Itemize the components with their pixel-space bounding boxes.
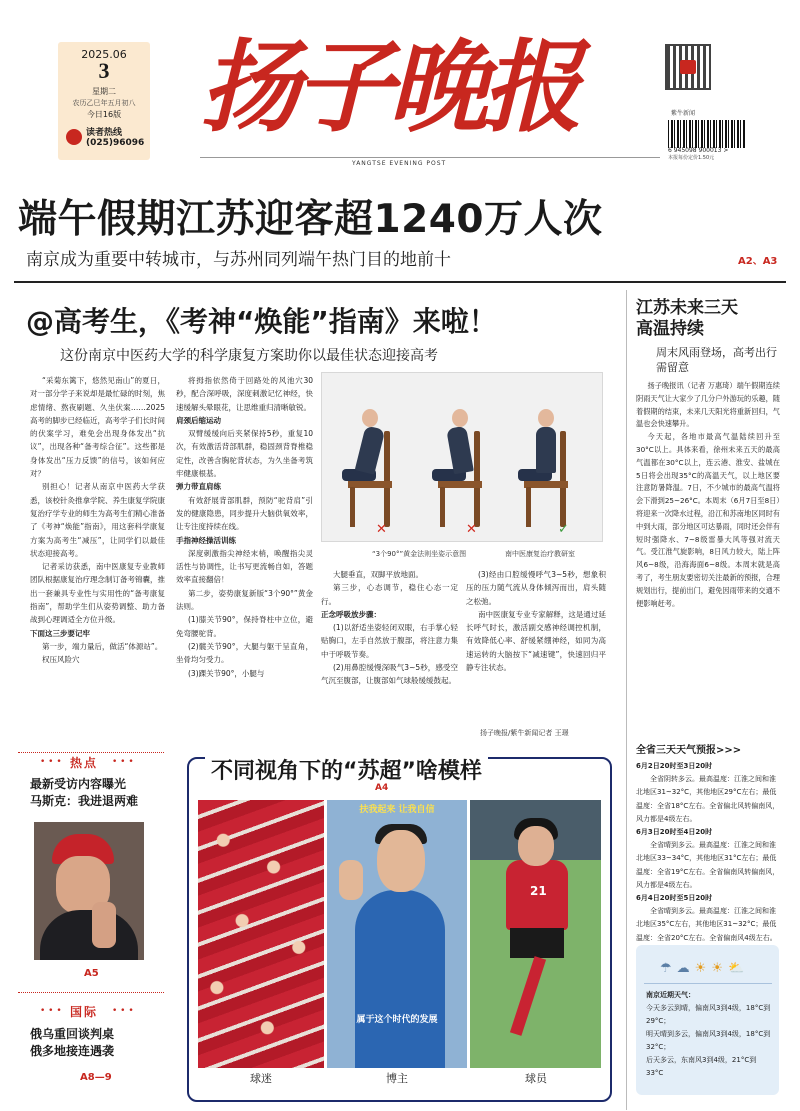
posture-figure-wrong-2 [432,409,504,529]
story-paragraph: (2)髋关节90°，大腿与躯干呈直角，坐骨均匀受力。 [176,641,313,665]
nanjing-weather-today: 今天多云到晴，偏南风3到4级，18°C到29°C； [646,1004,771,1025]
story-subheading: 正念呼吸放步骤： [321,609,381,619]
story-paragraph: (1)膝关节90°，保持脊柱中立位，避免弯腰驼背。 [176,615,313,638]
qr-logo-icon [680,60,696,74]
story-paragraph: 大腿垂直，双脚平放地面。 [333,570,423,579]
forecast-text: 全省晴到多云。最高温度：江淮之间和淮北地区35°C左右，其他地区31~32°C；最低温度：全省20°C左右。全省偏南风4级左右。 [636,907,777,942]
teaser-rule [18,992,164,993]
weather-body [636,380,780,735]
story-paragraph: 权压风险穴 [42,655,80,665]
teaser-photo [34,822,144,960]
story-column-4 [466,568,606,726]
weather-title-line2: 高温持续 [636,319,704,339]
photo-credit: 南中医康复治疗教研室 [505,550,575,558]
cloud-icon: ☁ [676,961,695,976]
story-paragraph: 将拇指依然倚于回路处的风池穴30秒，配合深呼吸，深度刺激记忆神经，快速缓解头晕眼花，让思维重归清晰敏锐。 [176,376,313,412]
label-blogger[interactable]: 博主 [372,1070,422,1088]
weather-title[interactable] [636,298,738,340]
posture-figure-wrong-1 [342,409,414,529]
issue-weekday: 星期二 [92,87,116,96]
weather-icons [660,961,760,977]
story-paragraph: (1)以舒适坐姿轻闭双眼，右手掌心轻贴胸口，左手自然放于腹部，将注意力集中于呼吸节奏。 [321,623,458,659]
intl-page-ref[interactable]: A8—9 [80,1072,112,1083]
story-column-3 [321,568,458,730]
flag-english: YANGTSE EVENING POST [352,160,447,167]
hotline-label: 读者热线 [86,128,123,138]
story-title[interactable]: @高考生，《考神“焕能”指南》来啦！ [26,305,497,338]
story-paragraph: 第二步，姿势康复新版“3个90°”黄金法则。 [176,588,313,612]
story-paragraph: 深度刺激指尖神经末梢，唤醒指尖灵活性与协调性，让书写更流畅自如，答题效率直接翻倍！ [176,548,313,585]
barcode-icon [668,120,746,148]
lead-headline[interactable]: 端午假期江苏迎客超1240万人次 [18,197,603,242]
story-subheading: 下面这三步要记牢 [30,628,90,638]
sidebar-divider [626,290,627,1110]
story-paragraph: “采菊东篱下，悠然见南山”的夏日，对一部分学子来说却是最忙碌的时刻，焦虑情绪、熬夜刷题、久坐伏案……2025高考的脚步已经临近，高考学子们长时间的伏案学习，难免会出现身体发出“抗议”，出现各种“备考综合征”。这些都是身体发出“压力反馈”的信号，该如何应对？ [30,376,165,479]
label-fans[interactable]: 球迷 [236,1070,286,1088]
story-paragraph: 别担心！记者从南京中医药大学获悉，该校针灸推拿学院、养生康复学院康复治疗学专业的师生为高考生们精心准备了《考神“焕能”指南》，用这套科学康复方案为高考生“减压”，让同学们以最佳状态迎接高考。 [30,482,165,558]
barcode-number: 6 945098 900013 > [668,147,729,154]
blogger-caption: 属于这个时代的发展 [356,1015,438,1025]
sun-icon: ☀ [711,961,728,976]
teaser-rule [18,752,164,753]
story-paragraph: 第三步，心态调节，稳住心态一定行。 [321,583,458,606]
photo-caption: “3个90°”黄金法则坐姿示意图 [372,550,467,558]
teaser-dots: • • • [40,757,62,767]
hot-teaser-title-2[interactable]: 马斯克：我进退两难 [30,794,139,808]
page-count: 今日16版 [86,110,122,119]
flag-divider [200,157,660,158]
issue-date: 2025.06 [81,48,127,61]
intl-teaser-title-1[interactable]: 俄乌重回谈判桌 [30,1027,115,1041]
intl-teaser-title-2[interactable]: 俄多地接连遇袭 [30,1044,115,1058]
forecast-text: 全省阴转多云。最高温度：江淮之间和淮北地区31~32°C，其他地区29°C左右；最低温度：全省18°C左右。全省偏北风转偏南风，风力都是4级左右。 [636,775,780,823]
nanjing-weather-box [636,945,779,1095]
label-player[interactable]: 球员 [511,1070,561,1088]
nanjing-weather-title: 南京近期天气： [646,991,695,999]
qr-caption: 紫牛新闻 [671,110,696,117]
nanjing-weather-dayafter: 后天多云，东南风3到4级，21°C到33°C [646,1056,757,1077]
feature-page-ref[interactable]: A4 [375,783,389,793]
hot-page-ref[interactable]: A5 [84,968,99,979]
story-subheading: 手指神经操活训练 [176,535,236,545]
posture-figure-correct [518,409,590,529]
weather-subtitle: 周末风雨登场，高考出行需留意 [656,346,777,374]
story-paragraph: 记者采访获悉，南中医康复专业教师团队根据康复治疗理念制订备考锦囊，推出一套兼具专业性与实用性的“备考康复指南”，帮助学生们从姿势调整、助力备战到心理调适全方位升级。 [30,562,165,625]
reader-hotline [66,125,144,155]
blogger-photo[interactable] [327,800,467,1068]
partly-cloudy-icon: ⛅ [727,961,750,976]
forecast-date: 6月4日20时至5日20时 [636,894,713,903]
nanjing-weather-tomorrow: 明天晴到多云，偏南风3到4级，18°C到32°C； [646,1030,771,1051]
story-subheading: 弹力带直肩练 [176,482,221,492]
lead-page-ref[interactable]: A2、A3 [738,256,778,267]
story-subtitle: 这份南京中医药大学的科学康复方案助你以最佳状态迎接高考 [60,348,438,364]
intl-label: 国际 [70,1005,99,1019]
weather-paragraph: 今天起，各地市最高气温陆续回升至30°C以上。具体来看，徐州未来五天的最高气温都在30°C以上，连云港、淮安、盐城在5日将会出现35°C的高温天气，以上地区要注意防暑降温。7日，不少城市的最高气温将会下滑到25~26°C。本周末（6月7日至8日）将迎来一次降水过程，沿江和苏南地区同时有中到大雨，部分地区可达暴雨，同时还会伴有短时强降水、7~8级雷暴大风等强对流天气。受江淮气旋影响，8日风力较大，陆上阵风6~8级，沿海海面6~8级。本周末就是高考了，考生朋友要密切关注最新的预报，合理规划出行，提前出门，避免因雨带来的交通不便影响赶考。 [636,432,780,608]
story-subheading: 肩颈后缩运动 [176,415,221,425]
story-paragraph: (2)用鼻腔缓慢深吸气3~5秒，感受空气沉至腹部，让腹部如气球般缓缓鼓起。 [321,663,458,686]
forecast-date: 6月3日20时至4日20时 [636,828,713,837]
story-column-1 [30,374,165,720]
player-photo[interactable] [470,800,601,1068]
weather-title-line1: 江苏未来三天 [636,298,738,318]
posture-photo [321,372,603,542]
forecast-date: 6月2日20时至3日20时 [636,762,713,770]
story-column-2 [176,374,313,730]
date-box [58,42,150,160]
nanjing-weather-text [646,989,772,1080]
fans-photo[interactable] [198,800,324,1068]
story-paragraph: 南中医康复专业专家解释，这是通过延长呼气时长，激活副交感神经调控机制，有效降低心率、舒缓紧绷神经，如同为高速运转的大脑按下“减速键”，快速回归平静专注状态。 [466,609,606,673]
teaser-dots: • • • [112,757,134,767]
price-caption: 本报每份定价1.50元 [668,155,715,161]
story-paragraph: 第一步，端力量后，做活“体源站”。 [42,641,163,651]
forecast-heading[interactable]: 全省三天天气预报>>> [636,745,742,756]
section-divider [14,281,786,283]
lead-subhead: 南京成为重要中转城市，与苏州同列端午热门目的地前十 [26,250,451,270]
sun-icon: ☀ [694,961,712,976]
feature-title[interactable]: 不同视角下的“苏超”啥模样 [205,754,488,785]
lunar-date: 农历乙巳年五月初八 [72,99,136,107]
story-paragraph: (3)踝关节90°，小腿与 [188,668,265,678]
issue-day: 3 [98,58,110,83]
jersey-number: 21 [530,884,547,898]
story-paragraph: (3)经由口腔缓慢呼气3~5秒，想象积压的压力随气流从身体倾泻而出，肩头随之松弛。 [466,570,606,606]
story-paragraph: 有效舒展背部肌群，预防“驼背肩”引发的健康隐患，同步提升大脑供氧效率，让专注度持续在线。 [176,495,313,532]
weather-box-divider [644,983,772,984]
rain-icon: ☂ [660,961,677,976]
weather-paragraph: 扬子晚报讯（记者 万惠琦）端午假期连续阴雨天气让大家少了几分户外游玩的乐趣，随着假期的结束，未来几天阳光将重新回归，气温也会快速攀升。 [636,381,780,429]
story-paragraph: 双臂缓缓向后夹紧保持5秒，重复10次，有效激活背部肌群，稳固颈背脊椎稳定性，改善含胸驼背状态，为久坐备考筑牢健康根基。 [176,429,313,479]
wrong-mark-icon: ✕ [376,522,387,537]
wrong-mark-icon: ✕ [466,522,477,537]
blogger-banner: 扶我起来 让我自信 [359,805,435,815]
hot-teaser-title-1[interactable]: 最新受访内容曝光 [30,777,127,791]
teaser-dots: • • • [40,1006,62,1016]
correct-mark-icon: ✓ [558,522,569,537]
newspaper-flag: 扬子晚报 [200,28,576,146]
hotline-number: (025)96096 [86,138,145,148]
hot-label: 热点 [70,756,99,770]
forecast-list [636,760,780,945]
forecast-text: 全省晴到多云。最高温度：江淮之间和淮北地区33~34°C，其他地区31°C左右；最低温度：全省19°C左右。全省偏南风转偏南风，风力都是4级左右。 [636,841,780,889]
story-byline: 扬子晚报/紫牛新闻记者 王璟 [480,729,569,737]
hotline-logo-icon [66,129,82,145]
teaser-dots: • • • [112,1006,134,1016]
